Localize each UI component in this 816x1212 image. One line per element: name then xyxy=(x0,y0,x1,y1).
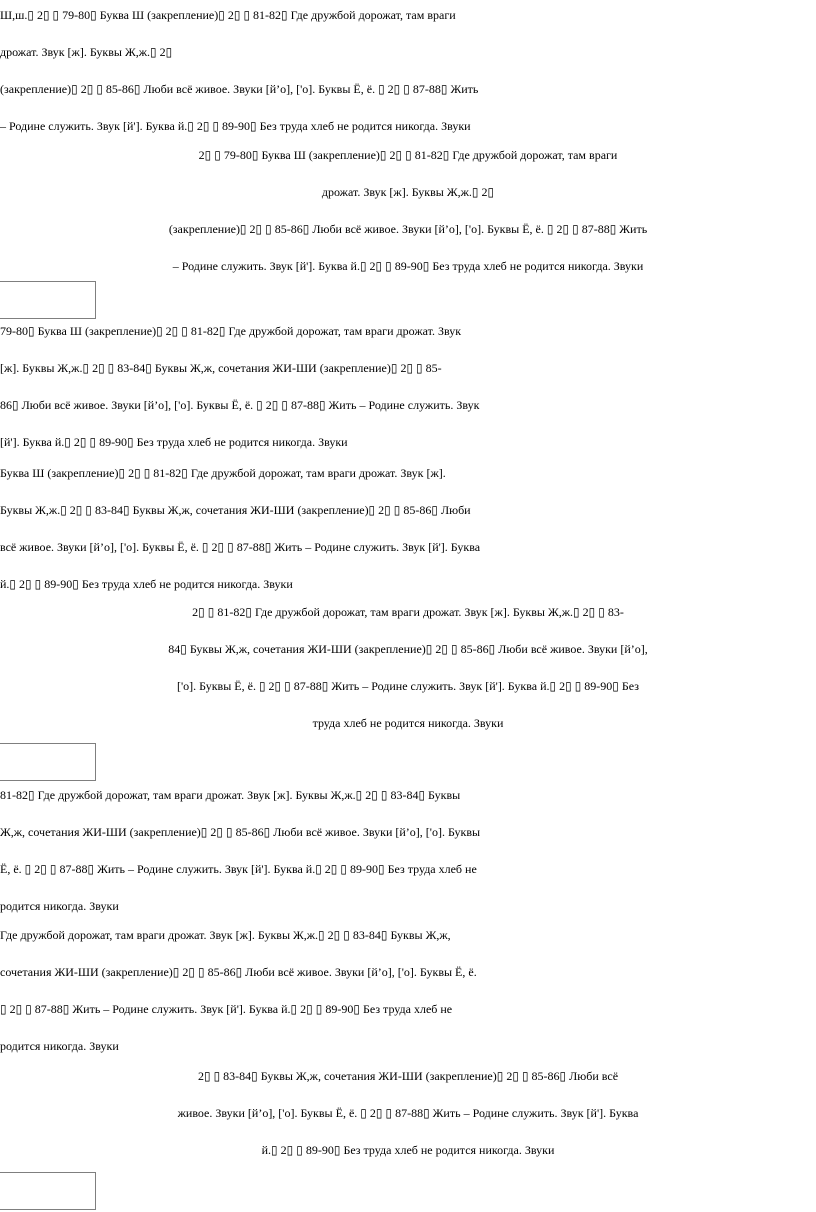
text-line: [й']. Буква й.▯ 2▯ ▯ 89-90▯ Без труда хлеб не родится никогда. Звуки xyxy=(0,435,348,449)
empty-box xyxy=(0,1172,96,1210)
text-block-6 xyxy=(0,777,816,925)
text-block-8 xyxy=(0,1058,816,1169)
text-line: Ж,ж, сочетания ЖИ-ШИ (закрепление)▯ 2▯ ▯ 85-86▯ Люби всё живое. Звуки [й’о], ['о]. Буквы xyxy=(0,825,481,839)
text-line: – Родине служить. Звук [й']. Буква й.▯ 2▯ ▯ 89-90▯ Без труда хлеб не родится никогда. Звуки xyxy=(172,259,644,273)
text-line: Ё, ё. ▯ 2▯ ▯ 87-88▯ Жить – Родине служить. Звук [й']. Буква й.▯ 2▯ ▯ 89-90▯ Без труда хлеб не xyxy=(0,862,477,876)
text-line: й.▯ 2▯ ▯ 89-90▯ Без труда хлеб не родится никогда. Звуки xyxy=(261,1143,555,1157)
text-line: сочетания ЖИ-ШИ (закрепление)▯ 2▯ ▯ 85-86▯ Люби всё живое. Звуки [й’о], ['о]. Буквы Ё, ё. xyxy=(0,965,477,979)
text-line: 2▯ ▯ 81-82▯ Где дружбой дорожат, там враги дрожат. Звук [ж]. Буквы Ж,ж.▯ 2▯ ▯ 83- xyxy=(192,605,624,619)
text-line: живое. Звуки [й’о], ['о]. Буквы Ё, ё. ▯ 2▯ ▯ 87-88▯ Жить – Родине служить. Звук [й']. Буква xyxy=(177,1106,639,1120)
text-line: дрожат. Звук [ж]. Буквы Ж,ж.▯ 2▯ xyxy=(0,45,173,59)
text-block-4 xyxy=(0,455,816,603)
text-block-2 xyxy=(0,137,816,285)
text-line: 84▯ Буквы Ж,ж, сочетания ЖИ-ШИ (закрепление)▯ 2▯ ▯ 85-86▯ Люби всё живое. Звуки [й’о], xyxy=(168,642,648,656)
text-line: ▯ 2▯ ▯ 87-88▯ Жить – Родине служить. Звук [й']. Буква й.▯ 2▯ ▯ 89-90▯ Без труда хлеб не xyxy=(0,1002,453,1016)
text-line: [ж]. Буквы Ж,ж.▯ 2▯ ▯ 83-84▯ Буквы Ж,ж, сочетания ЖИ-ШИ (закрепление)▯ 2▯ ▯ 85- xyxy=(0,361,442,375)
text-line: всё живое. Звуки [й’о], ['о]. Буквы Ё, ё. ▯ 2▯ ▯ 87-88▯ Жить – Родине служить. Звук [й']. Буква xyxy=(0,540,481,554)
text-block-5 xyxy=(0,594,816,742)
text-line: Ш,ш.▯ 2▯ ▯ 79-80▯ Буква Ш (закрепление)▯ 2▯ ▯ 81-82▯ Где дружбой дорожат, там враги xyxy=(0,8,456,22)
text-line: родится никогда. Звуки xyxy=(0,899,119,913)
text-line: родится никогда. Звуки xyxy=(0,1039,119,1053)
text-line: дрожат. Звук [ж]. Буквы Ж,ж.▯ 2▯ xyxy=(321,185,495,199)
text-line: (закрепление)▯ 2▯ ▯ 85-86▯ Люби всё живое. Звуки [й’о], ['о]. Буквы Ё, ё. ▯ 2▯ ▯ 87-88▯ Жить xyxy=(168,222,648,236)
text-line: (закрепление)▯ 2▯ ▯ 85-86▯ Люби всё живое. Звуки [й’о], ['о]. Буквы Ё, ё. ▯ 2▯ ▯ 87-88▯ Жить xyxy=(0,82,479,96)
text-line: 81-82▯ Где дружбой дорожат, там враги дрожат. Звук [ж]. Буквы Ж,ж.▯ 2▯ ▯ 83-84▯ Буквы xyxy=(0,788,461,802)
text-block-3 xyxy=(0,313,816,461)
text-line: Буквы Ж,ж.▯ 2▯ ▯ 83-84▯ Буквы Ж,ж, сочетания ЖИ-ШИ (закрепление)▯ 2▯ ▯ 85-86▯ Люби xyxy=(0,503,471,517)
text-line: – Родине служить. Звук [й']. Буква й.▯ 2▯ ▯ 89-90▯ Без труда хлеб не родится никогда. Звуки xyxy=(0,119,471,133)
text-line: Где дружбой дорожат, там враги дрожат. Звук [ж]. Буквы Ж,ж.▯ 2▯ ▯ 83-84▯ Буквы Ж,ж, xyxy=(0,928,451,942)
text-line: 2▯ ▯ 83-84▯ Буквы Ж,ж, сочетания ЖИ-ШИ (закрепление)▯ 2▯ ▯ 85-86▯ Люби всё xyxy=(197,1069,619,1083)
text-line: Буква Ш (закрепление)▯ 2▯ ▯ 81-82▯ Где дружбой дорожат, там враги дрожат. Звук [ж]. xyxy=(0,466,446,480)
text-line: ['о]. Буквы Ё, ё. ▯ 2▯ ▯ 87-88▯ Жить – Родине служить. Звук [й']. Буква й.▯ 2▯ ▯ 89-90▯ Без xyxy=(176,679,640,693)
text-block-7 xyxy=(0,917,816,1065)
text-line: й.▯ 2▯ ▯ 89-90▯ Без труда хлеб не родится никогда. Звуки xyxy=(0,577,293,591)
text-line: 79-80▯ Буква Ш (закрепление)▯ 2▯ ▯ 81-82▯ Где дружбой дорожат, там враги дрожат. Звук xyxy=(0,324,462,338)
text-line: 86▯ Люби всё живое. Звуки [й’о], ['о]. Буквы Ё, ё. ▯ 2▯ ▯ 87-88▯ Жить – Родине служить. Звук xyxy=(0,398,480,412)
empty-box xyxy=(0,743,96,781)
text-line: труда хлеб не родится никогда. Звуки xyxy=(312,716,504,730)
text-block-1 xyxy=(0,0,816,145)
text-line: 2▯ ▯ 79-80▯ Буква Ш (закрепление)▯ 2▯ ▯ 81-82▯ Где дружбой дорожат, там враги xyxy=(198,148,618,162)
